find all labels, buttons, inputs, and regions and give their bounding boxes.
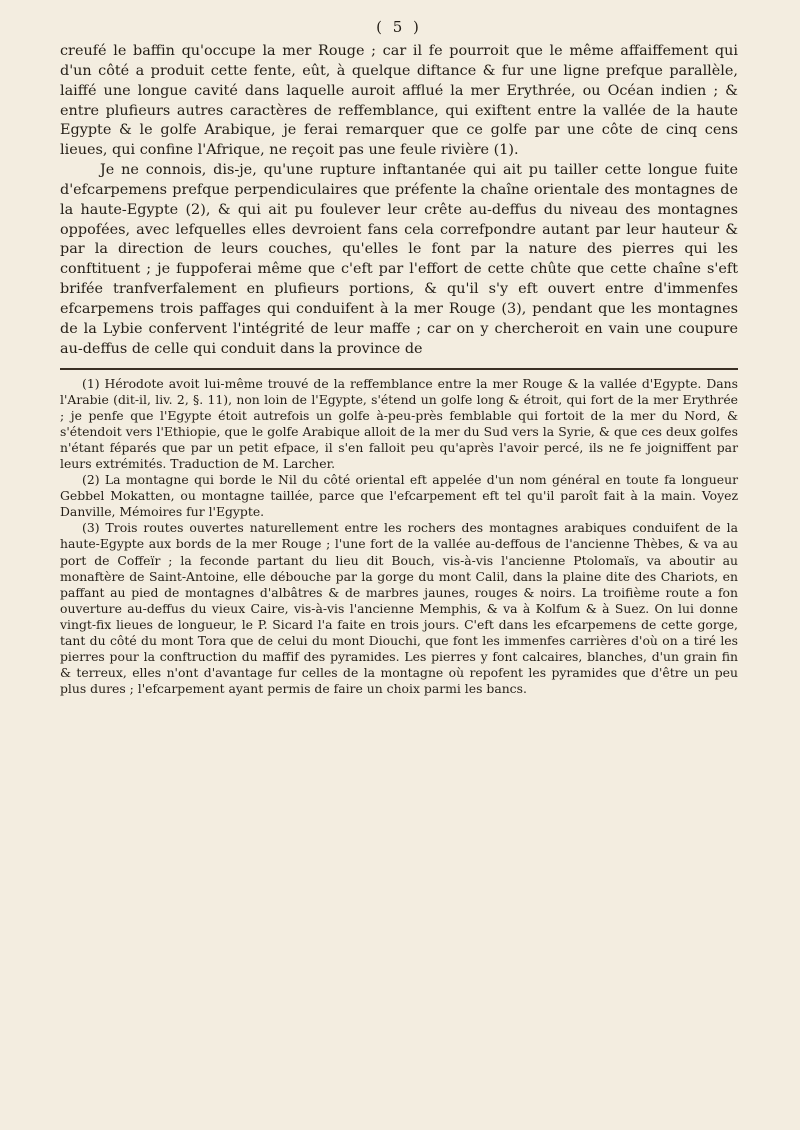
footnote-separator [60,368,738,370]
paragraph-2: Je ne connois, dis-je, qu'une rupture inftantanée qui ait pu tailler cette longue fuite d'efcarpemens prefque perpendiculaires que préfente la chaîne orientale des montagnes de la haute-Egypte (2), & qui ait pu foulever leur crête au-deffus du niveau des montagnes oppofées, avec lefquelles elles devroient fans cela correfpondre autant par leur hauteur & par la direction de leurs couches, qu'elles le font par la nature des pierres qui les conftituent ; je fuppoferai même que c'eft par l'effort de cette chûte que cette chaîne s'eft brifée tranfverfalement en plufieurs portions, & qu'il s'y eft ouvert entre d'immenfes efcarpemens trois paffages qui conduifent à la mer Rouge (3), pendant que les montagnes de la Lybie confervent l'intégrité de leur maffe ; car on y chercheroit en vain une coupure au-deffus de celle qui conduit dans la province de [60,162,738,357]
page-number: ( 5 ) [376,18,422,36]
footnotes [60,376,738,698]
footnote-3: (3) Trois routes ouvertes naturellement entre les rochers des montagnes arabiques conduifent de la haute-Egypte aux bords de la mer Rouge ; l'une fort de la vallée au-deffous de l'ancienne Thèbes, & va au port de Coffeïr ; la feconde partant du lieu dit Bouch, vis-à-vis l'ancienne Ptolomaïs, va aboutir au monaftère de Saint-Antoine, elle débouche par la gorge du mont Calil, dans la plaine dite des Chariots, en paffant au pied de montagnes d'albâtres & de marbres jaunes, rouges & noirs. La troifième route a fon ouverture au-deffus du vieux Caire, vis-à-vis l'ancienne Memphis, & va à Kolfum & à Suez. On lui donne vingt-fix lieues de longueur, le P. Sicard l'a faite en trois jours. C'eft dans les efcarpemens de cette gorge, tant du côté du mont Tora que de celui du mont Diouchi, que font les immenfes carrières d'où on a tiré les pierres pour la conftruction du maffif des pyramides. Les pierres y font calcaires, blanches, d'un grain fin & terreux, elles n'ont d'avantage fur celles de la montagne où repofent les pyramides que d'être un peu plus dures ; l'efcarpement ayant permis de faire un choix parmi les bancs. [60,520,738,697]
footnote-2: (2) La montagne qui borde le Nil du côté oriental eft appelée d'un nom général en toute fa longueur Gebbel Mokatten, ou montagne taillée, parce que l'efcarpement eft tel qu'il paroît fait à la main. Voyez Danville, Mémoires fur l'Egypte. [60,472,738,520]
footnote-1: (1) Hérodote avoit lui-même trouvé de la reffemblance entre la mer Rouge & la vallée d'Egypte. Dans l'Arabie (dit-il, liv. 2, §. 11), non loin de l'Egypte, s'étend un golfe long & étroit, qui fort de la mer Erythrée ; je penfe que l'Egypte étoit autrefois un golfe à-peu-près femblable qui fortoit de la mer du Nord, & s'étendoit vers l'Ethiopie, que le golfe Arabique alloit de la mer du Sud vers la Syrie, & que ces deux golfes n'étant féparés que par un petit efpace, il s'en falloit peu qu'après l'avoir percé, ils ne fe joigniffent par leurs extrémités. Traduction de M. Larcher. [60,375,738,471]
paragraph-1: creufé le baffin qu'occupe la mer Rouge ; car il fe pourroit que le même affaiffement qui d'un côté a produit cette fente, eût, à quelque diftance & fur une ligne prefque parallèle, laiffé une longue cavité dans laquelle auroit afflué la mer Erythrée, ou Océan indien ; & entre plufieurs autres caractères de reffemblance, qui exiftent entre la vallée de la haute Egypte & le golfe Arabique, je ferai remarquer que ce golfe par une côte de cinq cens lieues, qui confine l'Afrique, ne reçoit pas une feule rivière (1). [60,43,738,159]
main-text [60,42,738,360]
